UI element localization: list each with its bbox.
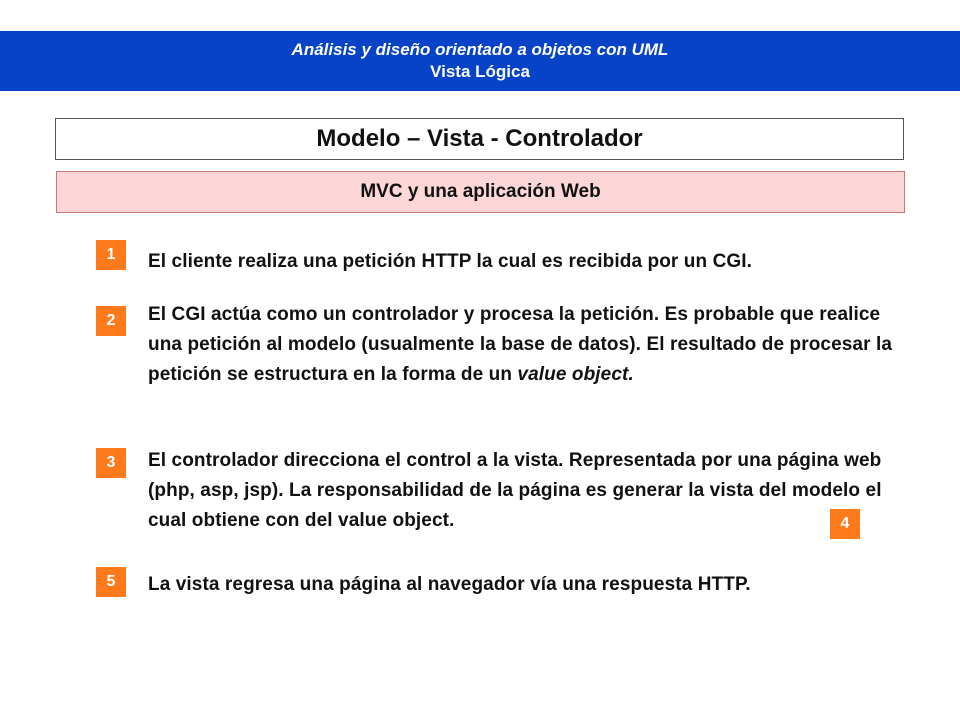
step-text-2-italic: value object. <box>517 364 634 385</box>
step-text-5: La vista regresa una página al navegador vía una respuesta HTTP. <box>148 574 751 595</box>
section-title: Vista Lógica <box>430 62 530 81</box>
step-badge-3: 3 <box>96 448 126 478</box>
step-text-2 <box>148 300 900 390</box>
step-badge-1: 1 <box>96 240 126 270</box>
slide-subtitle: MVC y una aplicación Web <box>56 171 905 213</box>
step-text-3: El controlador direcciona el control a la vista. Representada por una página web (php, asp, jsp). La responsabilidad de la página es generar la vista del modelo el cual obtiene con del value object. <box>148 450 882 531</box>
step-badge-5: 5 <box>96 567 126 597</box>
course-title: Análisis y diseño orientado a objetos con UML <box>291 40 669 59</box>
step-text-2-main: El CGI actúa como un controlador y procesa la petición. Es probable que realice una petición al modelo (usualmente la base de datos). El resultado de procesar la petición se estructura en la forma de un <box>148 304 893 385</box>
step-text-1: El cliente realiza una petición HTTP la cual es recibida por un CGI. <box>148 251 753 272</box>
slide-title: Modelo – Vista - Controlador <box>55 118 904 160</box>
step-badge-2: 2 <box>96 306 126 336</box>
header-bar <box>0 31 960 91</box>
step-badge-4: 4 <box>830 509 860 539</box>
